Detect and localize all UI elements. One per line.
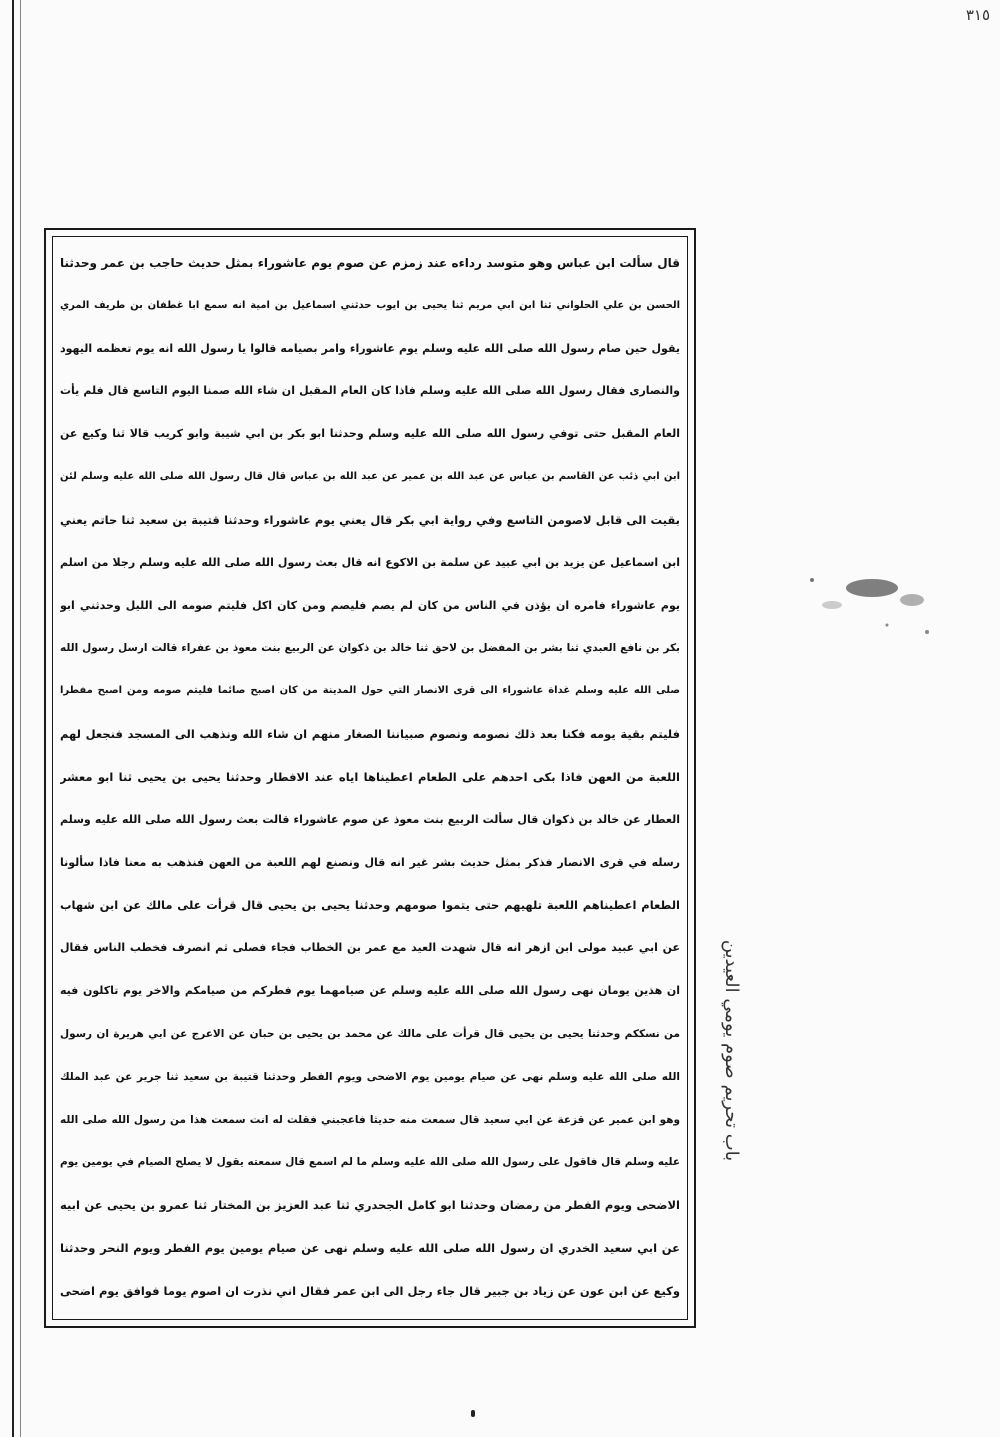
text-line: وهو ابن عمير عن قزعة عن ابي سعيد قال سمعت منه حديثا فاعجبني فقلت له انت سمعت هذا من رسول الله صلى الله: [60, 1113, 680, 1126]
text-line: قال سألت ابن عباس وهو متوسد رداءه عند زمزم عن صوم يوم عاشوراء بمثل حديث حاجب بن عمر وحدثنا: [60, 256, 680, 270]
text-line: فليتم بقية يومه فكنا بعد ذلك نصومه ونصوم صبياننا الصغار منهم ان شاء الله ونذهب الى المسجد فنجعل لهم: [60, 727, 680, 742]
text-line: ابن ابي ذئب عن القاسم بن عباس عن عبد الله بن عمير عن عبد الله بن عباس قال قال رسول الله صلى الله عليه وسلم لئن: [60, 471, 680, 483]
text-line: الحسن بن علي الحلواني ثنا ابن ابي مريم ثنا يحيى بن ايوب حدثني اسماعيل بن امية انه سمع ابا غطفان بن طريف المري: [60, 299, 680, 311]
text-line: العطار عن خالد بن ذكوان قال سألت الربيع بنت معوذ عن صوم عاشوراء قالت بعث رسول الله صلى الله عليه وسلم: [60, 812, 680, 826]
text-line: يوم عاشوراء فامره ان يؤذن في الناس من كان لم يصم فليصم ومن كان اكل فليتم صومه الى الليل وحدثني ابو: [60, 598, 680, 612]
text-line: ان هذين يومان نهى رسول الله صلى الله عليه وسلم عن صيامهما يوم فطركم من صيامكم والاخر يوم تاكلون فيه: [60, 984, 680, 998]
text-line: رسله في قرى الانصار فذكر بمثل حديث بشر غير انه قال ونصنع لهم اللعبة من العهن فنذهب به معنا فاذا سألونا: [60, 855, 680, 869]
text-line: ابن اسماعيل عن يزيد بن ابي عبيد عن سلمة بن الاكوع انه قال بعث رسول الله صلى الله عليه وسلم رجلا من اسلم: [60, 555, 680, 569]
text-line: اللعبة من العهن فاذا بكى احدهم على الطعام اعطيناها اياه عند الافطار وحدثنا يحيى بن يحيى ثنا ابو معشر: [60, 769, 680, 784]
text-line: الاضحى ويوم الفطر من رمضان وحدثنا ابو كامل الجحدري ثنا عبد العزيز بن المختار ثنا عمرو بن يحيى عن ابيه: [60, 1198, 680, 1213]
text-line: الطعام اعطيناهم اللعبة تلهيهم حتى يتموا صومهم وحدثنا يحيى بن يحيى قال قرأت على مالك عن ابن شهاب: [60, 898, 680, 913]
text-line: صلى الله عليه وسلم غداة عاشوراء الى قرى الانصار التي حول المدينة من كان اصبح صائما فليتم صومه ومن اصبح مفطرا: [60, 685, 680, 697]
text-line: وكيع عن ابن عون عن زياد بن جبير قال جاء رجل الى ابن عمر فقال اني نذرت ان اصوم يوما فوافق يوم اضحى: [60, 1283, 680, 1298]
text-line: والنصارى فقال رسول الله صلى الله عليه وسلم فاذا كان العام المقبل ان شاء الله صمنا اليوم التاسع قال فلم يأت: [60, 384, 680, 398]
binding-edge: [12, 0, 21, 1437]
margin-note: [706, 905, 758, 1195]
page-number: ٣١٥: [965, 6, 990, 24]
text-line: يقول حين صام رسول الله صلى الله عليه وسلم يوم عاشوراء وامر بصيامه قالوا يا رسول الله انه يوم تعظمه اليهود: [60, 341, 680, 355]
text-line: من نسككم وحدثنا يحيى بن يحيى قال قرأت على مالك عن محمد بن يحيى بن حبان عن الاعرج عن ابي هريرة ان رسول: [60, 1027, 680, 1040]
text-line: الله صلى الله عليه وسلم نهى عن صيام يومين يوم الاضحى ويوم الفطر وحدثنا قتيبة بن سعيد ثنا جرير عن عبد الملك: [60, 1070, 680, 1083]
text-line: بكر بن نافع العبدي ثنا بشر بن المفضل بن لاحق ثنا خالد بن ذكوان عن الربيع بنت معوذ بن عفراء قالت ارسل رسول الله: [60, 642, 680, 655]
text-line: العام المقبل حتى توفي رسول الله صلى الله عليه وسلم وحدثنا ابو بكر بن ابي شيبة وابو كريب قالا ثنا وكيع عن: [60, 427, 680, 441]
manuscript-text-block: [60, 240, 680, 1316]
ink-smudge: [792, 560, 942, 650]
bottom-mark: [471, 1410, 475, 1417]
text-line: عن ابي عبيد مولى ابن ازهر انه قال شهدت العيد مع عمر بن الخطاب فجاء فصلى ثم انصرف فخطب الناس فقال: [60, 941, 680, 955]
text-line: عن ابي سعيد الخدري ان رسول الله صلى الله عليه وسلم نهى عن صيام يومين يوم الفطر ويوم النحر وحدثنا: [60, 1241, 680, 1256]
margin-chapter-heading: باب تحريم صوم يومي العيدين: [721, 939, 743, 1161]
text-line: عليه وسلم قال فاقول على رسول الله صلى الله عليه وسلم ما لم اسمع قال سمعته يقول لا يصلح الصيام في يومين يوم: [60, 1156, 680, 1169]
text-line: بقيت الى قابل لاصومن التاسع وفي رواية ابي بكر قال يعني يوم عاشوراء وحدثنا قتيبة بن سعيد ثنا حاتم يعني: [60, 512, 680, 527]
